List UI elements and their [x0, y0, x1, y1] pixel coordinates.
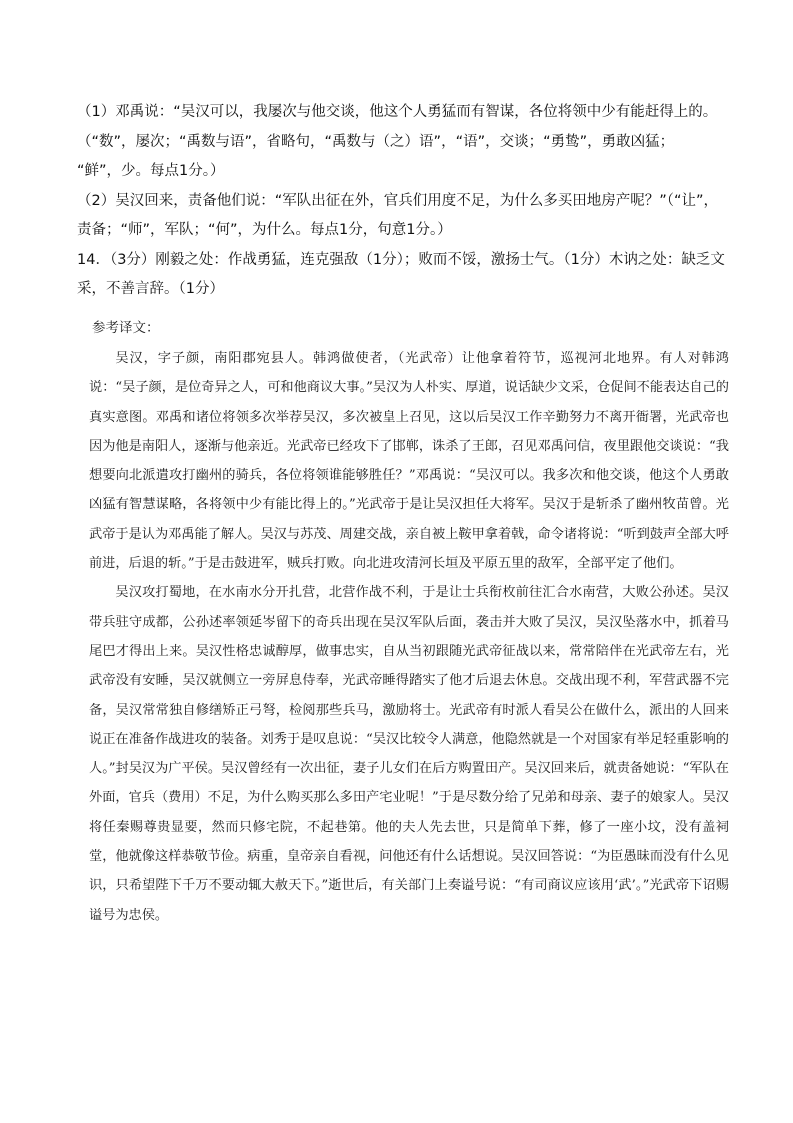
q14-answer-line-2: 采，不善言辞。（1分） — [77, 281, 224, 297]
reference-translation-label: 参考译文： — [92, 320, 160, 336]
q13-1-answer-line-1: （1）邓禹说：“吴汉可以，我屡次与他交谈，他这个人勇猛而有智谋，各位将领中少有能赶得上的。 — [77, 104, 718, 120]
translation-paragraph-2: 吴汉攻打蜀地，在水南水分开扎营，北营作战不利，于是让士兵衔枚前往汇合水南营，大败公孙述。吴汉带兵驻守成都，公孙述率领延岑留下的奇兵出现在吴汉军队后面，袭击并大败了吴汉，吴汉坠落水中，抓着马尾巴才得出上来。吴汉性格忠诚醇厚，做事忠实，自从当初跟随光武帝征战以来，常常陪伴在光武帝左右，光武帝没有安睡，吴汉就侧立一旁屏息侍奉，光武帝睡得踏实了他才后退去休息。交战出现不利，军营武器不完备，吴汉常常独自修缮矫正弓弩，检阅那些兵马，激励将士。光武帝有时派人看吴公在做什么，派出的人回来说正在准备作战进攻的装备。刘秀于是叹息说：“吴汉比较令人满意，他隐然就是一个对国家有举足轻重影响的人。”封吴汉为广平侯。吴汉曾经有一次出征，妻子儿女们在后方购置田产。吴汉回来后，就责备她说：“军队在外面，官兵（费用）不足，为什么购买那么多田产宅业呢！”于是尽数分给了兄弟和母亲、妻子的娘家人。吴汉将任秦赐尊贵显要，然而只修宅院，不起巷第。他的夫人先去世，只是简单下葬，修了一座小坟，没有盖祠堂，他就像这样恭敬节俭。病重，皇帝亲自看视，问他还有什么话想说。吴汉回答说：“为臣愚昧而没有什么见识，只希望陛下千万不要动辄大赦天下。”逝世后，有关部门上奏谥号说：“有司商议应该用‘武’。”光武帝下诏赐谥号为忠侯。 — [89, 585, 729, 923]
q14-answer-line-1: 14．（3分）刚毅之处：作战勇猛，连克强敌（1分）；败而不馁，激扬士气。（1分）木讷之处：缺乏文 — [77, 251, 725, 268]
q13-1-answer-line-3: “鲜”，少。每点1分。） — [77, 163, 225, 179]
q13-2-answer-line-1: （2）吴汉回来，责备他们说：“军队出征在外，官兵们用度不足，为什么多买田地房产呢？”（“让”， — [77, 192, 719, 209]
translation-paragraph-1: 吴汉，字子颜，南阳郡宛县人。韩鸿做使者，（光武帝）让他拿着符节，巡视河北地界。有人对韩鸿说：“吴子颜，是位奇异之人，可和他商议大事。”吴汉为人朴实、厚道，说话缺少文采，仓促间不能表达自己的真实意图。邓禹和诸位将领多次举荐吴汉，多次被皇上召见，这以后吴汉工作辛勤努力不离开衙署，光武帝也因为他是南阳人，逐渐与他亲近。光武帝已经攻下了邯郸，诛杀了王郎，召见邓禹问信，夜里跟他交谈说：“我想要向北派遣攻打幽州的骑兵，各位将领谁能够胜任？”邓禹说：“吴汉可以。我多次和他交谈，他这个人勇敢凶猛有智慧谋略，各将领中少有能比得上的。”光武帝于是让吴汉担任大将军。吴汉于是斩杀了幽州牧苗曾。光武帝于是认为邓禹能了解人。吴汉与苏茂、周建交战，亲自被上鞍甲拿着戟，命令诸将说：“听到鼓声全部大呼前进，后退的斩。”于是击鼓进军，贼兵打败。向北进攻清河长垣及平原五里的敌军，全部平定了他们。 — [89, 351, 729, 572]
q13-1-answer-line-2: （“数”，屡次；“禹数与语”，省略句，“禹数与（之）语”，“语”，交谈；“勇鸷”，勇敢凶猛； — [77, 133, 675, 150]
reference-translation — [89, 344, 729, 930]
answer-section — [77, 98, 725, 305]
q13-2-answer-line-2: 责备；“师”，军队；“何”，为什么。每点1分，句意1分。） — [77, 222, 452, 238]
